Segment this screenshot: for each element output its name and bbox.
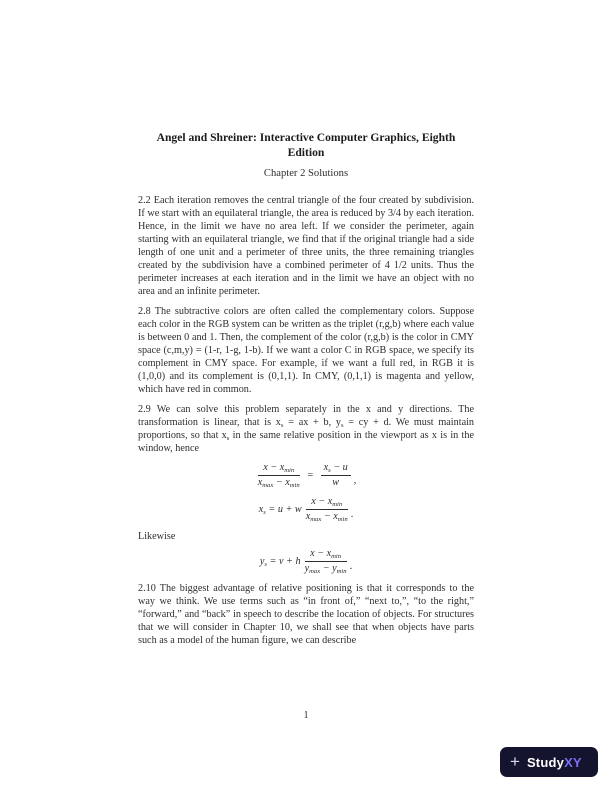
equation-punctuation: . (349, 561, 353, 572)
fraction-lhs (258, 462, 300, 489)
logo-text-xy: XY (564, 754, 582, 770)
page-number: 1 (303, 710, 309, 721)
document-title (138, 130, 474, 160)
fraction-numerator: $x_s - u$ (321, 462, 351, 476)
paragraph-2-8: 2.8 The subtractive colors are often called the complementary colors. Suppose each color in the RGB system can be written as the triplet (r,g,b) where each value is between 0 and 1. Then, the complement of the color (r,g,b) is the color in CMY space (c,m,y) = (1-r, 1-g, 1-b). If we want a color C in RGB space, we specify its complement in CMY space. For example, if we want a full red, in RGB it is (1,0,0) and its complement is (0,1,1). In CMY, (0,1,1) is magenta and yellow, which have red in common. (138, 306, 474, 395)
equation-punctuation: . (350, 509, 354, 520)
equation-lead: $x_s = u + w$ (258, 504, 302, 516)
likewise-label: Likewise (138, 531, 176, 542)
fraction-rhs (321, 462, 351, 489)
fraction (305, 548, 347, 575)
fraction-denominator: $y_{max} - y_{min}$ (304, 563, 347, 575)
logo-text-study: Study (526, 754, 565, 770)
fraction-numerator: $x - x_{min}$ (258, 462, 300, 476)
equals-sign: = (306, 470, 314, 481)
fraction-numerator: $x - x_{min}$ (305, 548, 347, 562)
document-title-line1: Angel and Shreiner: Interactive Computer Graphics, Eighth (156, 131, 456, 144)
plus-icon: + (510, 751, 520, 771)
fraction-numerator: $x - x_{min}$ (306, 496, 348, 510)
fraction-denominator: w (332, 477, 340, 488)
logo-text (527, 755, 582, 770)
equation-lead: $y_s = v + h$ (259, 556, 301, 568)
document-title-line2: Edition (287, 146, 325, 159)
document-subtitle: Chapter 2 Solutions (263, 168, 349, 179)
equation-3 (138, 548, 474, 575)
equation-2 (138, 496, 474, 523)
fraction-denominator: $x_{max} - x_{min}$ (305, 511, 348, 523)
paragraph-2-9: 2.9 We can solve this problem separately in the x and y directions. The transformation is linear, that is $x_s$ = ax + b, $y_s$ = cy + d. We must maintain proportions, so that $x_s$ in the same relative position in the viewport as x is in the window, hence (138, 404, 475, 454)
fraction-denominator: $x_{max} - x_{min}$ (257, 477, 300, 489)
studyxy-logo[interactable] (500, 747, 598, 777)
paragraph-2-10: 2.10 The biggest advantage of relative positioning is that it corresponds to the way we think. We use terms such as “in front of,” “next to,”, “to the right,” “forward,” and “back” in speech to describe the location of objects. For structures that we will consider in Chapter 10, we shall see that when objects have parts such as a model of the human figure, we can describe (138, 583, 474, 646)
fraction (306, 496, 348, 523)
paragraph-2-2: 2.2 Each iteration removes the central triangle of the four created by subdivision. If we start with an equilateral triangle, the area is reduced by 3/4 by each iteration. Hence, in the limit we have no area left. If we consider the perimeter, again starting with an equilateral triangle, we find that if the original triangle had a side length of one unit and a perimeter of three units, the three remaining triangles created by the subdivision have a combined perimeter of 4 1/2 units. Thus the perimeter increases at each iteration and in the limit we have an object with no area and an infinite perimeter. (138, 195, 474, 297)
equation-1 (138, 462, 474, 489)
equation-punctuation: , (353, 475, 357, 486)
document-content (138, 0, 474, 647)
